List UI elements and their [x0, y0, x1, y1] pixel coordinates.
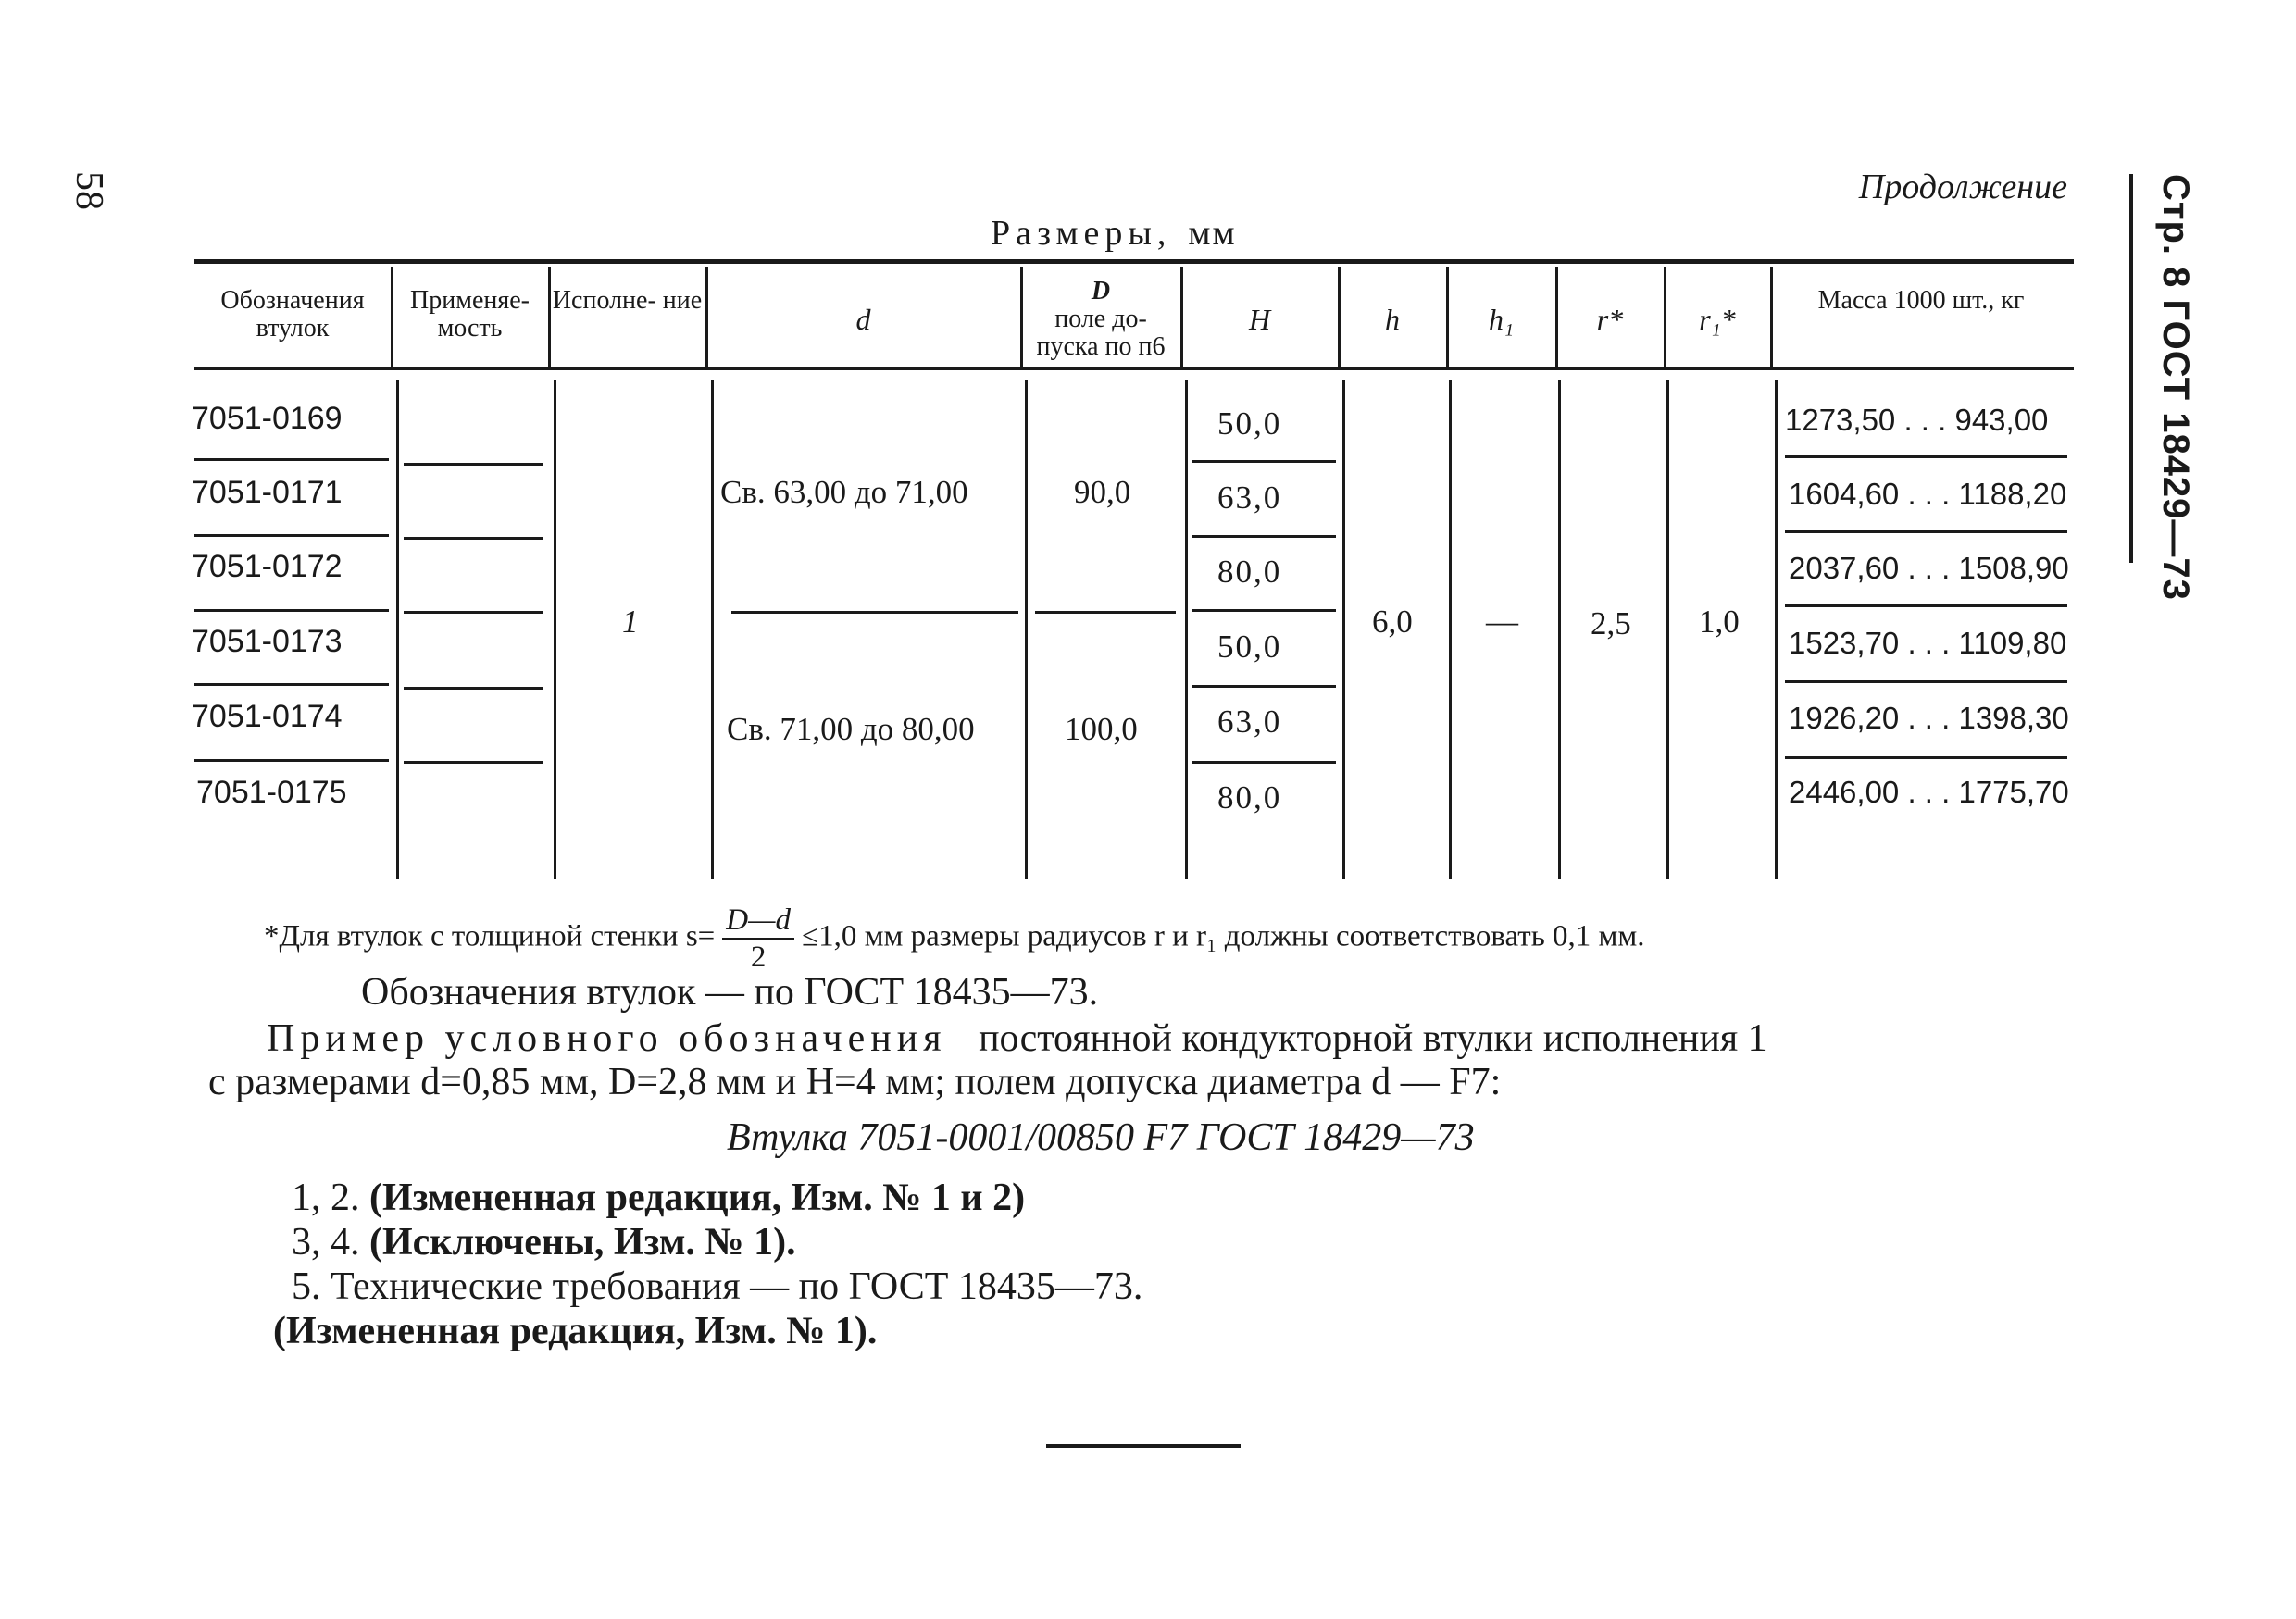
side-header-rule [2129, 174, 2133, 563]
note-2 [292, 1220, 796, 1264]
row-rule [194, 609, 389, 612]
units-caption-text: Размеры, [991, 214, 1172, 253]
example-line-2: с размерами d=0,85 мм, D=2,8 мм и H=4 мм; полем допуска диаметра d — F7: [208, 1061, 1502, 1103]
col-header-D-symbol: D [1091, 277, 1111, 305]
col-header-h1: h₁ [1488, 303, 1515, 336]
group-rule-d [731, 611, 1018, 614]
col-header-h: h [1385, 303, 1400, 336]
row-rule [1192, 460, 1336, 463]
r1-cell: 1,0 [1699, 604, 1740, 640]
note-3: 5. Технические требования — по ГОСТ 18435—73. [292, 1265, 1143, 1308]
row-1-code: 7051-0169 [192, 401, 343, 436]
body-divider [1775, 380, 1778, 879]
col-header-r1: r₁* [1699, 303, 1736, 336]
d-group-1: Св. 63,00 до 71,00 [720, 474, 968, 510]
body-divider [1558, 380, 1561, 879]
units-caption-mm: мм [1188, 214, 1237, 253]
example-rest: постоянной кондукторной втулки исполнения 1 [979, 1017, 1767, 1060]
h1-cell: — [1486, 604, 1518, 640]
row-rule [1192, 535, 1336, 538]
row-2-H: 63,0 [1217, 479, 1282, 516]
col-header-designation: Обозначения втулок [220, 286, 365, 342]
note-1-text: (Измененная редакция, Изм. № 1 и 2) [369, 1177, 1026, 1219]
row-4-mass: 1523,70 . . . 1109,80 [1789, 626, 2067, 660]
row-rule [1192, 609, 1336, 612]
row-3-mass: 2037,60 . . . 1508,90 [1789, 551, 2069, 585]
row-rule [404, 463, 543, 466]
continuation-label: Продолжение [1858, 168, 2067, 206]
row-6-H: 80,0 [1217, 779, 1282, 816]
body-divider [1025, 380, 1028, 879]
D-group-1: 90,0 [1074, 474, 1131, 510]
units-caption [991, 213, 1237, 254]
end-rule [1046, 1444, 1241, 1448]
note-4: (Измененная редакция, Изм. № 1). [273, 1310, 878, 1352]
col-header-version: Исполне- ние [552, 286, 703, 315]
row-4-H: 50,0 [1217, 629, 1282, 665]
row-rule [1785, 455, 2067, 458]
row-rule [404, 611, 543, 614]
header-divider [548, 267, 551, 368]
table-header-rule [194, 367, 2074, 370]
row-rule [1785, 756, 2067, 759]
body-divider [1342, 380, 1345, 879]
row-3-code: 7051-0172 [192, 549, 343, 584]
page-number: 58 [68, 171, 110, 210]
row-rule [1785, 530, 2067, 533]
row-rule [194, 683, 389, 686]
row-2-code: 7051-0171 [192, 475, 343, 510]
row-5-mass: 1926,20 . . . 1398,30 [1789, 701, 2069, 735]
footnote-end: ≤1,0 мм размеры радиусов r и r₁ должны соответствовать 0,1 мм. [801, 919, 1645, 953]
row-4-code: 7051-0173 [192, 624, 343, 659]
row-6-mass: 2446,00 . . . 1775,70 [1789, 775, 2069, 809]
footnote [264, 903, 1645, 975]
note-1-num: 1, 2. [292, 1177, 360, 1219]
example-lead: Пример условного обозначения [267, 1017, 947, 1060]
col-header-H: H [1248, 303, 1271, 336]
row-1-mass: 1273,50 . . . 943,00 [1785, 403, 2049, 437]
side-header: Стр. 8 ГОСТ 18429—73 [2155, 174, 2196, 601]
row-rule [1192, 761, 1336, 764]
body-divider [554, 380, 556, 879]
example-designation: Втулка 7051-0001/00850 F7 ГОСТ 18429—73 [727, 1116, 1475, 1159]
table-top-rule [194, 259, 2074, 264]
row-rule [1785, 680, 2067, 683]
designations-reference: Обозначения втулок — по ГОСТ 18435—73. [361, 971, 1099, 1014]
row-6-code: 7051-0175 [196, 775, 347, 810]
row-rule [194, 458, 389, 461]
row-rule [194, 534, 389, 537]
body-divider [711, 380, 714, 879]
header-divider [1770, 267, 1773, 368]
note-2-num: 3, 4. [292, 1221, 360, 1264]
row-5-H: 63,0 [1217, 704, 1282, 740]
note-1 [292, 1176, 1025, 1220]
row-2-mass: 1604,60 . . . 1188,20 [1789, 477, 2067, 511]
body-divider [1449, 380, 1452, 879]
h-cell: 6,0 [1372, 604, 1413, 640]
footnote-start: *Для втулок с толщиной стенки s= [264, 919, 716, 953]
row-rule [1192, 685, 1336, 688]
col-header-applicability: Применяе- мость [410, 286, 530, 342]
fraction-numerator: D—d [722, 903, 794, 940]
row-rule [404, 537, 543, 540]
row-rule [404, 761, 543, 764]
d-group-2: Св. 71,00 до 80,00 [727, 711, 975, 747]
row-rule [1785, 604, 2067, 607]
col-header-d: d [855, 303, 871, 336]
group-rule-D [1035, 611, 1176, 614]
col-header-mass: Масса 1000 шт., кг [1817, 286, 2025, 315]
note-2-text: (Исключены, Изм. № 1). [369, 1221, 796, 1264]
fraction-denominator: 2 [750, 940, 767, 974]
D-group-2: 100,0 [1065, 711, 1138, 747]
body-divider [1666, 380, 1669, 879]
body-divider [1185, 380, 1188, 879]
row-3-H: 80,0 [1217, 554, 1282, 590]
col-header-D [1023, 278, 1179, 361]
row-rule [194, 759, 389, 762]
col-header-D-text: поле до- пуска по п6 [1036, 305, 1166, 361]
body-divider [396, 380, 399, 879]
row-rule [404, 687, 543, 690]
wall-thickness-fraction [722, 903, 794, 975]
example-line-1 [267, 1016, 2072, 1061]
row-5-code: 7051-0174 [192, 699, 343, 734]
version-cell: 1 [622, 604, 639, 640]
r-cell: 2,5 [1591, 605, 1631, 641]
col-header-r: r* [1596, 303, 1624, 336]
row-1-H: 50,0 [1217, 405, 1282, 442]
